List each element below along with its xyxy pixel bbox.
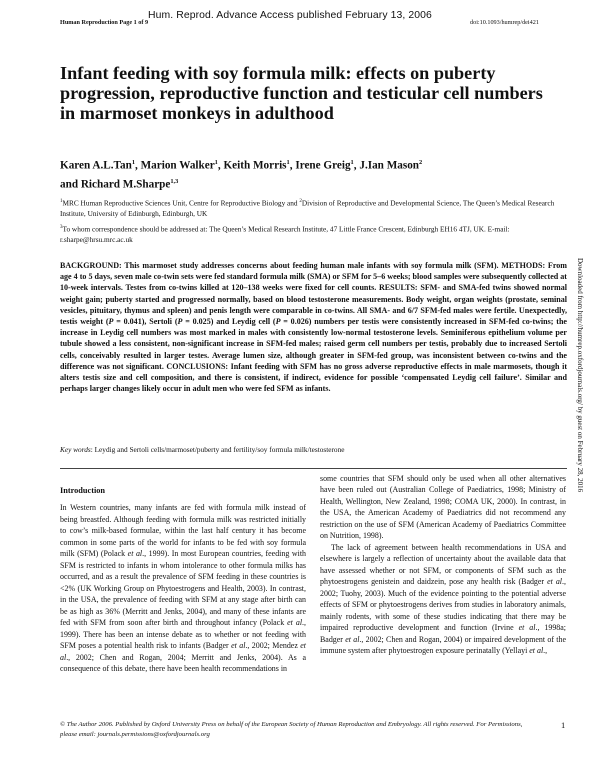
- doi-header[interactable]: doi:10.1093/humrep/dei421: [470, 19, 539, 26]
- article-title: Infant feeding with soy formula milk: effects on puberty progression, reproductive function and testicular cell numbers in marmoset monkeys in adulthood: [60, 63, 543, 123]
- running-header-left: Human Reproduction Page 1 of 9: [60, 19, 149, 26]
- paragraph: some countries that SFM should only be used when all other alternatives have been ruled out (Australian College of Paediatrics, 1998; Ministry of Health, Wellington, New Zealand, 1998; COMA UK, 2000). In contrast, in the USA, the American Academy of Paediatrics did not recommend any restriction on the use of SFM (American Academy of Paediatrics Committee on Nutrition, 1998).: [320, 474, 566, 541]
- affiliation: $^1$MRC Human Reproductive Sciences Unit, Centre for Reproductive Biology and $^2$Division of Reproductive and Developmental Science, The Queen’s Medical Research Institute, University of Edinburgh, Edinburgh, UK: [60, 198, 555, 219]
- intro-column-right: [320, 473, 566, 657]
- abstract: BACKGROUND: This marmoset study addresses concerns about feeding human male infants with soy formula milk (SFM). METHODS: From age 4 to 5 days, seven male co-twin sets were fed standard formula milk (SMA) or SFM for 5–6 weeks; blood samples were subsequently collected at 10-week intervals. Testes from co-twins killed at 120–138 weeks were fixed for cell counts. RESULTS: SFM- and SMA-fed twins showed normal weight gain; puberty started and progressed normally, based on blood testosterone measurements. Body weight, organ weights (prostate, seminal vesicles, pituitary, thymus and spleen) and penis length were comparable in co-twins. All SMA- and 6/7 SFM-fed males were fertile. Unexpectedly, testis weight (P = 0.041), Sertoli (P = 0.025) and Leydig cell (P = 0.026) numbers per testis were consistently increased in SFM-fed co-twins; the increase in Leydig cell numbers was most marked in males with consistently low-normal testosterone levels. Seminiferous epithelium volume per tubule showed a less consistent, non-significant increase in SFM-fed males; raised germ cell numbers per testis, probably due to increased Sertoli cells, conceivably resulted in larger testes. Average lumen size, although greater in SFM-fed group, was inconsistent between co-twins and the difference was not significant. CONCLUSIONS: Infant feeding with SFM has no gross adverse reproductive effects in male marmosets, though it alters testis size and cell composition, and there is consistent, if indirect, evidence for possible ‘compensated Leydig cell failure’. Similar and perhaps larger changes likely occur in adult men who were fed SFM as infants.: [60, 261, 567, 394]
- keywords: Key words: Leydig and Sertoli cells/marmoset/puberty and fertility/soy formula milk/testosterone: [60, 445, 345, 454]
- page-number: 1: [561, 720, 566, 730]
- author-name: Karen A.L.Tan: [60, 159, 132, 172]
- intro-column-left: [60, 485, 306, 675]
- paragraph: The lack of agreement between health recommendations in USA and elsewhere is largely a reflection of uncertainty about the available data that have assessed whether or not SFM, or components of SFM such as the phytoestrogens genistein and daidzein, pose any health risk (Badger et al., 2002; Tuohy, 2003). Much of the evidence pointing to the potential adverse effects of SFM or phytoestrogens derives from studies in laboratory animals, mainly rodents, with some of these studies indicating that there may be impaired reproductive development and function (Irvine et al., 1998a; Badger et al., 2002; Chen and Rogan, 2004) or impaired development of the immune system after phytoestrogen exposure perinatally (Yellayi et al.,: [320, 542, 567, 656]
- section-heading: Introduction: [60, 486, 106, 495]
- author-list: Karen A.L.Tan$^1$, Marion Walker$^1$, Keith Morris$^1$, Irene Greig$^1$, J.Ian Mason$^2$ and Richard M.Sharpe$^{1,3}$: [60, 159, 423, 191]
- advance-access-stamp: Hum. Reprod. Advance Access published February 13, 2006: [148, 10, 432, 21]
- author-name: J.Ian Mason: [359, 159, 420, 172]
- author-name: Keith Morris: [223, 159, 287, 172]
- author-name: Richard M.Sharpe: [80, 178, 171, 191]
- author-name: Marion Walker: [140, 159, 215, 172]
- download-watermark: Downloaded from http://humrep.oxfordjournals.org/ by guest on February 28, 2016: [576, 258, 584, 493]
- paragraph: In Western countries, many infants are fed with formula milk instead of being breastfed. Although feeding with formula milk was restricted initially to cow’s milk-based formulae, within the last half century it has become common in some parts of the world for infants to be fed with soy formula milk (SFM) (Polack et al., 1999). In most European countries, feeding with SFM is restricted to infants in whom intolerance to other formula milks has occurred, and as a result the prevalence of SFM feeding in these countries is <2% (UK Working Group on Phytoestrogens and Health, 2003). In contrast, in the USA, the prevalence of feeding with SFM at any stage after birth can be as high as 36% (Merritt and Jenks, 2004), and many of these infants are fed with SFM from soon after birth and throughout infancy (Polack et al., 1999). There has been an intense debate as to whether or not feeding with SFM poses a potential health risk to infants (Badger et al., 2002; Mendez et al., 2002; Chen and Rogan, 2004; Merritt and Jenks, 2004). As a consequence of this debate, there have been health recommendations in: [60, 503, 307, 674]
- correspondence-note: $^3$To whom correspondence should be addressed at: The Queen’s Medical Research Institute, 47 Little France Crescent, Edinburgh EH16 4TJ, UK. E-mail: r.sharpe@hrsu.mrc.ac.uk: [60, 224, 510, 245]
- author-name: Irene Greig: [295, 159, 351, 172]
- copyright-footnote: © The Author 2006. Published by Oxford University Press on behalf of the European Society of Human Reproduction and Embryology. All rights reserved. For Permissions, please email: journals.permissions@oxfordjournals.org: [60, 721, 523, 738]
- divider: [60, 468, 567, 469]
